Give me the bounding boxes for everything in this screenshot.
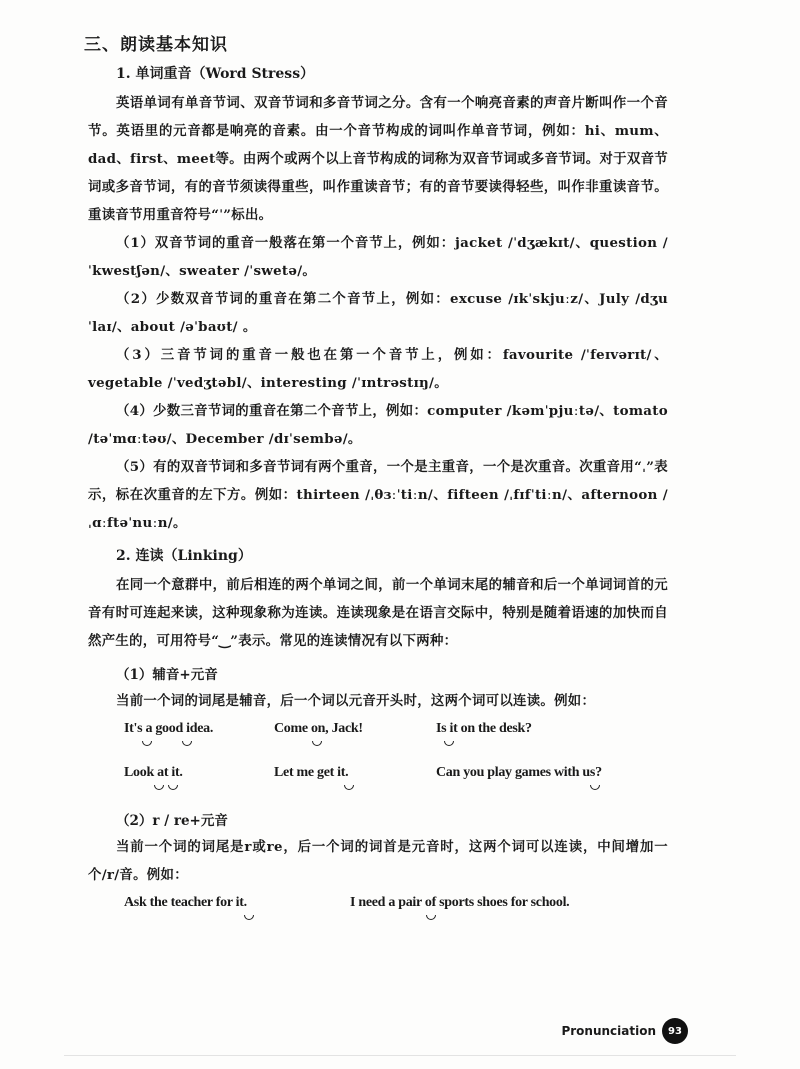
linking-example: Is it on the desk? (436, 721, 532, 751)
stress-rule-1: （1）双音节词的重音一般落在第一个音节上，例如：jacket /ˈdʒækɪt/、question /ˈkwestʃən/、sweater /ˈswetə/。 (88, 235, 668, 279)
page-footer (561, 1018, 688, 1044)
linking-arc-icon (426, 915, 436, 920)
linking-arc-icon (168, 785, 178, 790)
linking-arc-icon (142, 741, 152, 746)
stress-rule-3: （3）三音节词的重音一般也在第一个音节上，例如：favourite /ˈfeɪvərɪt/、vegetable /ˈvedʒtəbl/、interesting /ˈɪntrəstɪŋ/。 (88, 347, 668, 391)
word-stress-intro: 英语单词有单音节词、双音节词和多音节词之分。含有一个响亮音素的声音片断叫作一个音节。英语里的元音都是响亮的音素。由一个音节构成的词叫作单音节词，例如：hi、mum、dad、first、meet等。由两个或两个以上音节构成的词称为双音节词或多音节词。对于双音节词或多音节词，有的音节须读得重些，叫作重读音节；有的音节要读得轻些，叫作非重读音节。重读音节用重音符号“ˈ”标出。 (88, 95, 668, 223)
linking-case-2-desc: 当前一个词的词尾是r或re，后一个词的词首是元音时，这两个词可以连读，中间增加一个/r/音。例如： (88, 839, 668, 883)
example-row (124, 721, 668, 751)
word-stress-heading: 1. 单词重音（Word Stress） (116, 66, 315, 82)
stress-rule-5: （5）有的双音节词和多音节词有两个重音，一个是主重音，一个是次重音。次重音用“ˌ”表示，标在次重音的左下方。例如：thirteen /ˌθɜːˈtiːn/、fifteen /ˌfɪfˈtiːn/、afternoon /ˌɑːftəˈnuːn/。 (88, 459, 668, 531)
bottom-divider (64, 1055, 736, 1056)
section-title: 三、朗读基本知识 (84, 35, 228, 55)
page-number: 93 (662, 1018, 688, 1044)
linking-arc-icon (182, 741, 192, 746)
linking-example: Let me get it. (274, 765, 436, 795)
footer-label: Pronunciation (561, 1024, 656, 1038)
linking-example: Come on, Jack! (274, 721, 436, 751)
linking-example: Can you play games with us? (436, 765, 602, 795)
linking-intro: 在同一个意群中，前后相连的两个单词之间，前一个单词末尾的辅音和后一个单词词首的元音有时可连起来读，这种现象称为连读。连读现象是在语言交际中，特别是随着语速的加快而自然产生的，可用符号“‿”表示。常见的连读情况有以下两种： (88, 577, 668, 649)
page-content (84, 30, 668, 939)
linking-example: Look at it. (124, 765, 274, 795)
linking-example: Ask the teacher for it. (124, 895, 350, 925)
stress-rule-4: （4）少数三音节词的重音在第二个音节上，例如：computer /kəmˈpjuːtə/、tomato /təˈmɑːtəʊ/、December /dɪˈsembə/。 (88, 403, 668, 447)
linking-arc-icon (244, 915, 254, 920)
linking-arc-icon (154, 785, 164, 790)
linking-case-1-desc: 当前一个词的词尾是辅音，后一个词以元音开头时，这两个词可以连读。例如： (116, 693, 596, 709)
linking-arc-icon (590, 785, 600, 790)
linking-case-1-heading: （1）辅音+元音 (116, 667, 218, 683)
stress-rule-2: （2）少数双音节词的重音在第二个音节上，例如：excuse /ɪkˈskjuːz/、July /dʒuˈlaɪ/、about /əˈbaʊt/ 。 (88, 291, 668, 335)
example-row (124, 765, 668, 795)
linking-arc-icon (312, 741, 322, 746)
linking-arc-icon (444, 741, 454, 746)
example-row (124, 895, 668, 925)
linking-example: I need a pair of sports shoes for school. (350, 895, 569, 925)
linking-heading: 2. 连读（Linking） (116, 548, 252, 564)
linking-example: It's a good idea. (124, 721, 274, 751)
linking-arc-icon (344, 785, 354, 790)
linking-case-2-heading: （2）r / re+元音 (116, 813, 228, 829)
